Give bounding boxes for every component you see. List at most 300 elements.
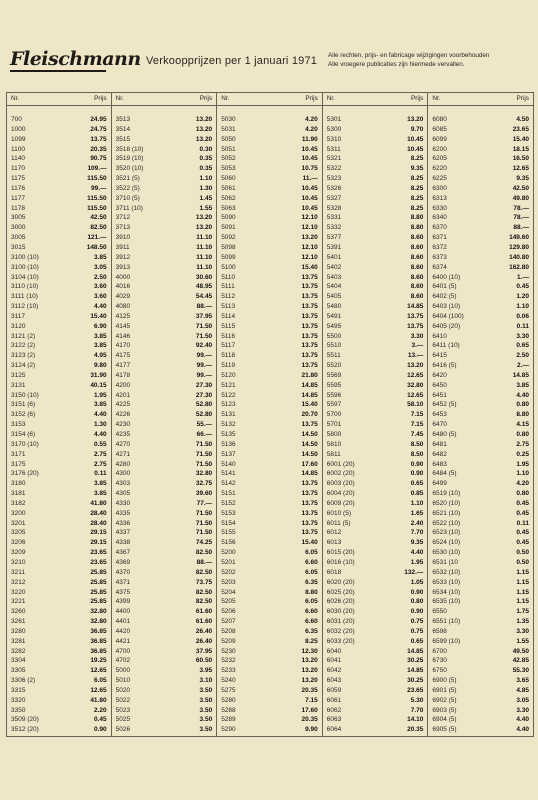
item-price: 32.80 xyxy=(407,381,424,389)
price-row xyxy=(112,450,217,460)
column-rows xyxy=(7,106,111,736)
item-price: 6.35 xyxy=(305,627,318,635)
price-row xyxy=(112,519,217,529)
item-price: 20.35 xyxy=(407,726,424,734)
price-row xyxy=(7,420,111,430)
price-row xyxy=(323,479,428,489)
price-row xyxy=(112,312,217,322)
item-number: 5052 xyxy=(221,155,236,163)
item-number: 4125 xyxy=(115,312,131,320)
price-row xyxy=(323,135,428,145)
item-price: 4.40 xyxy=(516,726,529,734)
price-row xyxy=(112,361,217,371)
price-row xyxy=(7,361,111,371)
price-row xyxy=(112,233,217,243)
item-number: 3125 xyxy=(11,371,26,379)
price-row xyxy=(217,509,322,519)
item-price: 2.50 xyxy=(516,352,529,360)
item-price: 3.50 xyxy=(199,716,213,724)
item-number: 6370 xyxy=(432,224,447,232)
item-price: 6.60 xyxy=(305,608,318,616)
item-price: 3.05 xyxy=(93,263,107,271)
price-row xyxy=(112,184,217,194)
price-row xyxy=(7,213,111,223)
price-row xyxy=(323,233,428,243)
item-price: 71.50 xyxy=(195,450,213,458)
item-number: 6402 (5) xyxy=(432,293,457,301)
item-number: 5810 xyxy=(326,440,342,448)
item-number: 1177 xyxy=(11,194,25,202)
item-number: 4400 xyxy=(115,608,131,616)
item-price: 3.85 xyxy=(93,332,107,340)
item-number: 6374 xyxy=(432,263,447,271)
item-price: 14.50 xyxy=(301,450,318,458)
price-row xyxy=(323,597,428,607)
price-row xyxy=(112,253,217,263)
price-row xyxy=(112,273,217,283)
item-price: 1.15 xyxy=(516,598,529,606)
item-number: 6534 (10) xyxy=(432,588,461,596)
item-price: 14.85 xyxy=(301,391,318,399)
item-price: 4.40 xyxy=(93,411,107,419)
item-number: 6025 (20) xyxy=(326,588,355,596)
price-row xyxy=(428,440,533,450)
price-row xyxy=(112,686,217,696)
column-rows xyxy=(428,106,533,736)
item-number: 5290 xyxy=(221,726,236,734)
item-number: 5327 xyxy=(326,194,342,202)
item-price: 0.25 xyxy=(516,450,529,458)
item-number: 3711 (10) xyxy=(115,204,143,212)
nr-header: Nr. xyxy=(326,95,335,102)
item-number: 3514 xyxy=(115,125,131,133)
item-price: 115.50 xyxy=(87,194,107,202)
item-number: 5113 xyxy=(221,303,236,311)
price-row xyxy=(323,578,428,588)
price-row xyxy=(112,440,217,450)
price-row xyxy=(112,558,217,568)
price-row xyxy=(323,243,428,253)
item-number: 5112 xyxy=(221,293,236,301)
item-number: 5092 xyxy=(221,234,236,242)
price-row xyxy=(217,174,322,184)
item-price: 10.45 xyxy=(301,194,318,202)
item-number: 6415 xyxy=(432,352,447,360)
price-row xyxy=(217,282,322,292)
item-number: 6451 xyxy=(432,391,447,399)
price-row xyxy=(112,292,217,302)
price-row xyxy=(217,213,322,223)
price-row xyxy=(217,204,322,214)
item-price: 49.50 xyxy=(512,647,529,655)
item-price: 3.85 xyxy=(93,490,107,498)
item-price: 13.20 xyxy=(195,224,213,232)
item-price: 8.60 xyxy=(410,273,424,281)
item-number: 6411 (10) xyxy=(432,342,460,350)
item-number: 3211 xyxy=(11,568,25,576)
item-number: 3175 xyxy=(11,460,26,468)
item-price: 0.11 xyxy=(94,470,107,478)
price-row xyxy=(323,361,428,371)
item-price: 88.— xyxy=(196,303,213,311)
price-row xyxy=(323,341,428,351)
item-price: 8.60 xyxy=(410,234,424,242)
price-row xyxy=(112,204,217,214)
item-price: 3.50 xyxy=(199,686,213,694)
item-price: 25.85 xyxy=(90,568,107,576)
price-row xyxy=(428,568,533,578)
item-number: 6003 (20) xyxy=(326,480,355,488)
item-price: 27.30 xyxy=(195,391,213,399)
item-number: 6062 xyxy=(326,706,342,714)
notice-line-1: Alle rechten, prijs- en fabricage wijzigingen voorbehouden xyxy=(328,52,490,59)
price-row xyxy=(428,351,533,361)
item-price: 99.— xyxy=(196,362,213,370)
price-row xyxy=(428,341,533,351)
item-number: 4080 xyxy=(115,303,131,311)
item-number: 3281 xyxy=(11,637,26,645)
item-price: 0.85 xyxy=(410,490,424,498)
item-price: 12.65 xyxy=(407,391,424,399)
price-row xyxy=(217,450,322,460)
item-number: 3005 xyxy=(11,214,26,222)
item-price: 10.45 xyxy=(407,135,424,143)
item-price: 54.45 xyxy=(195,293,213,301)
price-row xyxy=(7,400,111,410)
price-row xyxy=(217,154,322,164)
item-price: 0.06 xyxy=(516,312,529,320)
price-row xyxy=(428,253,533,263)
item-price: 26.40 xyxy=(195,627,213,635)
price-row xyxy=(7,371,111,381)
item-price: 27.30 xyxy=(195,381,213,389)
item-number: 5377 xyxy=(326,234,342,242)
item-number: 3522 (5) xyxy=(115,184,140,192)
price-row xyxy=(217,381,322,391)
price-row xyxy=(428,578,533,588)
item-price: 13.75 xyxy=(301,312,318,320)
item-price: 71.50 xyxy=(195,460,213,468)
header xyxy=(6,44,534,74)
price-row xyxy=(7,509,111,519)
item-price: 13.75 xyxy=(301,332,318,340)
price-row xyxy=(217,715,322,725)
item-number: 4303 xyxy=(115,480,131,488)
nr-header: Nr. xyxy=(432,95,441,102)
price-row xyxy=(428,204,533,214)
item-number: 6099 xyxy=(432,135,447,143)
item-number: 6405 (20) xyxy=(432,322,461,330)
price-row xyxy=(7,253,111,263)
price-row xyxy=(428,430,533,440)
price-row xyxy=(323,400,428,410)
item-price: 9.90 xyxy=(305,726,318,734)
item-number: 4700 xyxy=(115,647,131,655)
item-price: 71.50 xyxy=(195,440,213,448)
item-number: 1000 xyxy=(11,125,26,133)
item-number: 6330 xyxy=(432,204,447,212)
price-row xyxy=(7,627,111,637)
item-number: 6009 (20) xyxy=(326,499,355,507)
price-row xyxy=(323,174,428,184)
price-row xyxy=(428,302,533,312)
item-price: 13.75 xyxy=(301,529,318,537)
price-row xyxy=(323,509,428,519)
price-row xyxy=(428,489,533,499)
item-price: 3.— xyxy=(411,342,424,350)
item-number: 3712 xyxy=(115,214,131,222)
page-title: Verkoopprijzen per 1 januari 1971 xyxy=(146,55,318,67)
item-price: 12.10 xyxy=(301,243,318,251)
item-price: 1.— xyxy=(517,273,529,281)
price-header: Prijs xyxy=(410,95,424,102)
price-row xyxy=(7,715,111,725)
price-row xyxy=(112,174,217,184)
item-price: 109.— xyxy=(87,165,107,173)
item-number: 5100 xyxy=(221,263,236,271)
item-number: 5595 xyxy=(326,381,342,389)
item-price: 13.75 xyxy=(301,509,318,517)
price-row xyxy=(217,223,322,233)
item-number: 4016 xyxy=(115,283,131,291)
item-price: 3.85 xyxy=(93,480,107,488)
item-price: 8.80 xyxy=(516,411,529,419)
price-row xyxy=(112,154,217,164)
item-price: 0.45 xyxy=(516,529,529,537)
item-price: 13.75 xyxy=(301,352,318,360)
item-price: 0.65 xyxy=(516,342,529,350)
item-price: 0.90 xyxy=(410,588,424,596)
item-number: 5132 xyxy=(221,421,236,429)
price-row xyxy=(217,469,322,479)
item-price: 13.20 xyxy=(195,125,213,133)
price-row xyxy=(323,292,428,302)
item-price: 30.60 xyxy=(195,273,213,281)
item-number: 5155 xyxy=(221,529,236,537)
logo-underline xyxy=(10,70,106,72)
item-number: 5023 xyxy=(115,706,131,714)
item-number: 5326 xyxy=(326,184,342,192)
item-price: 66.— xyxy=(196,431,213,438)
price-row xyxy=(323,725,428,735)
item-price: 4.20 xyxy=(516,480,529,488)
item-price: 6.05 xyxy=(305,549,318,557)
item-number: 1100 xyxy=(11,145,25,153)
price-row xyxy=(7,519,111,529)
item-number: 4305 xyxy=(115,490,131,498)
price-row xyxy=(7,499,111,509)
item-price: 0.75 xyxy=(410,618,424,626)
item-number: 3304 xyxy=(11,657,26,665)
item-number: 5480 xyxy=(326,303,342,311)
item-number: 5120 xyxy=(221,371,236,379)
item-number: 5300 xyxy=(326,125,342,133)
price-row xyxy=(7,479,111,489)
price-row xyxy=(112,597,217,607)
item-number: 5141 xyxy=(221,470,236,478)
price-row xyxy=(323,253,428,263)
price-row xyxy=(428,243,533,253)
item-number: 3111 (10) xyxy=(11,293,38,301)
item-number: 5280 xyxy=(221,696,236,704)
item-number: 3154 (6) xyxy=(11,431,36,438)
item-number: 6531 (10 xyxy=(432,558,459,566)
item-number: 3206 xyxy=(11,539,26,547)
price-column xyxy=(112,93,218,736)
item-price: 9.80 xyxy=(93,362,107,370)
price-row xyxy=(112,647,217,657)
item-price: 13.75 xyxy=(90,135,107,143)
item-price: 14.85 xyxy=(301,470,318,478)
item-price: 71.50 xyxy=(195,322,213,330)
price-row xyxy=(323,371,428,381)
item-number: 6340 xyxy=(432,214,447,222)
price-row xyxy=(428,312,533,322)
item-price: 8.60 xyxy=(410,253,424,261)
item-price: 8.80 xyxy=(410,214,424,222)
price-row xyxy=(7,204,111,214)
item-price: 4.40 xyxy=(93,303,107,311)
item-price: 20.35 xyxy=(301,716,318,724)
notice-line-2: Alle vroegere publicaties zijn hiermede vervallen. xyxy=(328,61,465,68)
price-row xyxy=(428,558,533,568)
price-row xyxy=(7,489,111,499)
column-header xyxy=(323,93,428,106)
price-row xyxy=(112,568,217,578)
price-row xyxy=(217,538,322,548)
price-row xyxy=(217,666,322,676)
item-number: 3100 (10) xyxy=(11,263,39,271)
price-row xyxy=(7,115,111,125)
item-number: 4702 xyxy=(115,657,131,665)
item-number: 3515 xyxy=(115,135,131,143)
item-price: 37.95 xyxy=(195,312,213,320)
price-row xyxy=(217,588,322,598)
item-number: 4401 xyxy=(115,618,131,626)
price-row xyxy=(112,332,217,342)
price-row xyxy=(112,460,217,470)
item-price: 6.60 xyxy=(305,558,318,566)
item-number: 5700 xyxy=(326,411,342,419)
item-number: 4226 xyxy=(115,411,131,419)
item-number: 5202 xyxy=(221,568,236,576)
item-price: 0.35 xyxy=(199,155,213,163)
item-number: 6450 xyxy=(432,381,447,389)
price-row xyxy=(428,322,533,332)
item-price: 77.— xyxy=(196,499,213,507)
price-row xyxy=(217,253,322,263)
price-row xyxy=(112,115,217,125)
item-price: 16.50 xyxy=(512,155,529,163)
item-number: 3005 xyxy=(11,234,26,242)
item-number: 6064 xyxy=(326,726,342,734)
price-row xyxy=(7,381,111,391)
item-price: 3.30 xyxy=(516,706,529,714)
item-number: 6410 xyxy=(432,332,447,340)
item-number: 3170 (10) xyxy=(11,440,39,448)
price-row xyxy=(323,273,428,283)
item-number: 3910 xyxy=(115,234,131,242)
column-rows xyxy=(323,106,428,736)
item-number: 5203 xyxy=(221,578,236,586)
item-number: 6225 xyxy=(432,175,447,183)
item-price: 0.65 xyxy=(410,637,424,645)
item-price: 1.10 xyxy=(516,470,529,478)
item-price: 4.85 xyxy=(516,686,529,694)
item-number: 6598 xyxy=(432,627,447,635)
price-row xyxy=(217,597,322,607)
item-price: 13.75 xyxy=(301,283,318,291)
price-row xyxy=(428,164,533,174)
item-price: 1.30 xyxy=(93,421,107,429)
price-row xyxy=(323,627,428,637)
item-price: 32.75 xyxy=(195,480,213,488)
price-row xyxy=(217,420,322,430)
price-row xyxy=(112,666,217,676)
item-price: 12.65 xyxy=(90,667,107,675)
item-number: 5062 xyxy=(221,194,236,202)
item-number: 4146 xyxy=(115,332,131,340)
item-number: 6530 (10) xyxy=(432,549,461,557)
item-price: 140.80 xyxy=(509,253,529,261)
item-number: 1140 xyxy=(11,155,25,163)
item-number: 4235 xyxy=(115,431,131,438)
item-number: 6001 (20) xyxy=(326,460,355,468)
item-price: 3.60 xyxy=(93,293,107,301)
price-row xyxy=(7,322,111,332)
item-number: 4177 xyxy=(115,362,131,370)
price-row xyxy=(428,666,533,676)
item-number: 3320 xyxy=(11,696,26,704)
item-number: 6403 (10) xyxy=(432,303,461,311)
price-row xyxy=(217,135,322,145)
item-price: 28.40 xyxy=(90,509,107,517)
price-row xyxy=(7,706,111,716)
item-number: 6452 (5) xyxy=(432,401,457,409)
item-number: 6030 (20) xyxy=(326,608,355,616)
price-row xyxy=(7,617,111,627)
item-number: 5123 xyxy=(221,401,236,409)
item-price: 3.50 xyxy=(199,726,213,734)
item-price: 1.10 xyxy=(199,175,213,183)
item-price: 29.15 xyxy=(90,529,107,537)
item-number: 5026 xyxy=(115,726,131,734)
price-row xyxy=(112,607,217,617)
item-number: 5491 xyxy=(326,312,342,320)
price-row xyxy=(428,223,533,233)
item-number: 4178 xyxy=(115,371,131,379)
price-row xyxy=(112,351,217,361)
price-row xyxy=(217,607,322,617)
item-price: 129.80 xyxy=(509,243,529,251)
item-price: 23.65 xyxy=(407,686,424,694)
item-price: 0.45 xyxy=(516,539,529,547)
price-row xyxy=(112,499,217,509)
item-price: 82.50 xyxy=(195,549,213,557)
price-row xyxy=(323,125,428,135)
item-price: 88.— xyxy=(513,224,529,232)
price-row xyxy=(428,391,533,401)
price-row xyxy=(112,715,217,725)
item-number: 4145 xyxy=(115,322,131,330)
item-price: 148.50 xyxy=(86,243,107,251)
item-number: 4029 xyxy=(115,293,131,301)
item-number: 3519 (10) xyxy=(115,155,144,163)
item-price: 7.70 xyxy=(410,529,424,537)
item-price: 9.35 xyxy=(410,539,424,547)
item-price: 8.25 xyxy=(410,194,424,202)
item-number: 6373 xyxy=(432,253,447,261)
